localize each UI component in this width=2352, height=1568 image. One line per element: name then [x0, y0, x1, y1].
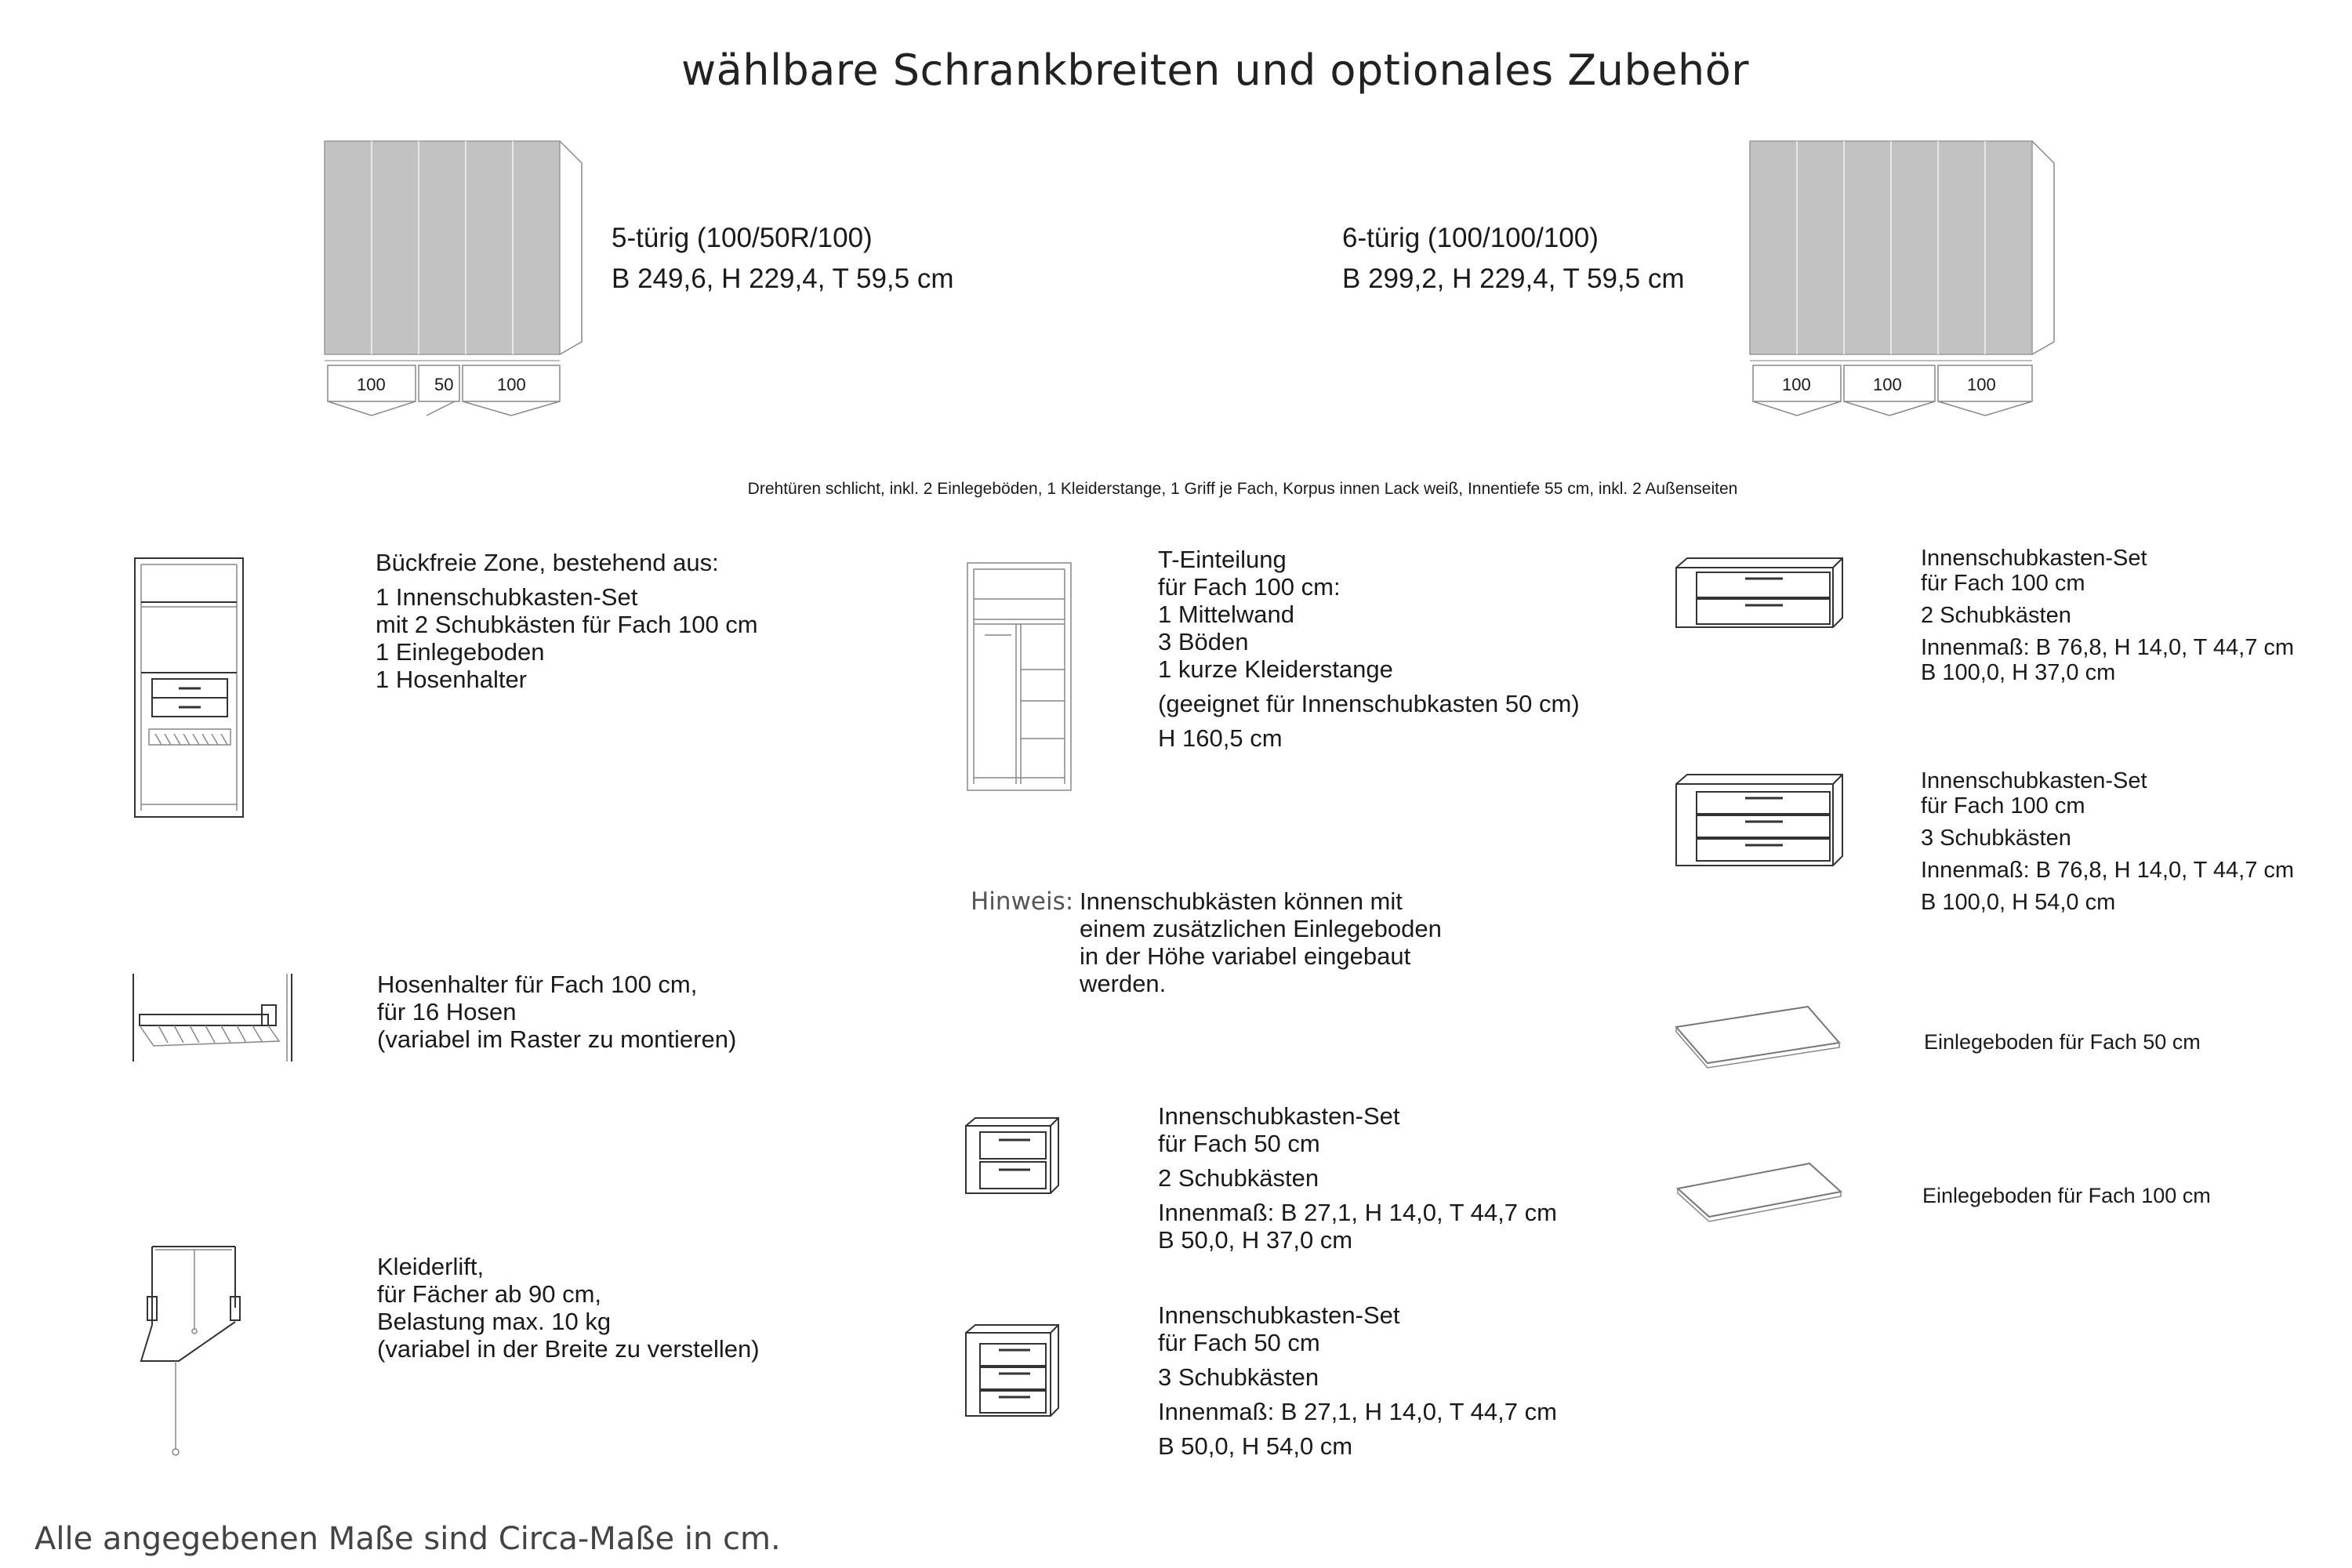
included-note: Drehtüren schlicht, inkl. 2 Einlegeböden, 1 Kleiderstange, 1 Griff je Fach, Korpus innen Lack weiß, Innentiefe 55 cm, inkl. 2 Außenseiten: [747, 480, 1738, 498]
t-division-line: 3 Böden: [1158, 628, 1249, 655]
drawer-set-fach: für Fach 100 cm: [1921, 793, 2085, 818]
clothes-lift-line: Kleiderlift,: [377, 1253, 485, 1280]
drawer-set-title: Innenschubkasten-Set: [1921, 768, 2147, 793]
t-division-line: 1 kurze Kleiderstange: [1158, 655, 1393, 683]
drawer-set-title: Innenschubkasten-Set: [1158, 1102, 1400, 1130]
drawer-set-inner: Innenmaß: B 76,8, H 14,0, T 44,7 cm: [1921, 635, 2295, 660]
segment-label: 100: [1873, 375, 1902, 394]
segment-label: 100: [1782, 375, 1811, 394]
clothes-lift-text: [377, 1253, 760, 1363]
drawer-set-50-2-text: [1158, 1102, 1557, 1254]
drawer-set-fach: für Fach 50 cm: [1158, 1130, 1320, 1157]
page-title: wählbare Schrankbreiten und optionales Zubehör: [681, 45, 1749, 95]
t-division-text: [1158, 546, 1580, 752]
drawer-set-inner: Innenmaß: B 27,1, H 14,0, T 44,7 cm: [1158, 1199, 1557, 1226]
shelf-50-drawing: [1675, 1004, 1844, 1066]
hint-line: Innenschubkästen können mit: [1080, 887, 1403, 915]
segment-label: 100: [497, 375, 526, 394]
shelf-100-label: Einlegeboden für Fach 100 cm: [1922, 1184, 2211, 1207]
t-division-extra: (geeignet für Innenschubkasten 50 cm): [1158, 690, 1580, 717]
drawer-set-50-3-drawing: [963, 1323, 1065, 1421]
shelf-100-drawing: [1676, 1160, 1846, 1223]
variant-6-dims: B 299,2, H 229,4, T 59,5 cm: [1342, 263, 1685, 294]
trouser-rack-line: Hosenhalter für Fach 100 cm,: [377, 971, 698, 998]
zone-line: Bückfreie Zone, bestehend aus:: [376, 549, 719, 576]
drawer-set-100-2-text: [1921, 546, 2294, 685]
segment-label: 100: [1967, 375, 1996, 394]
drawer-set-count: 3 Schubkästen: [1158, 1363, 1319, 1391]
drawer-set-outer: B 50,0, H 37,0 cm: [1158, 1226, 1353, 1254]
hint-label: Hinweis:: [971, 887, 1074, 916]
drawer-set-outer: B 50,0, H 54,0 cm: [1158, 1432, 1353, 1460]
clothes-lift-line: für Fächer ab 90 cm,: [377, 1280, 602, 1308]
drawer-set-inner: Innenmaß: B 76,8, H 14,0, T 44,7 cm: [1921, 858, 2295, 883]
shelf-50-label: Einlegeboden für Fach 50 cm: [1924, 1030, 2201, 1054]
drawer-set-50-3-text: [1158, 1301, 1557, 1460]
variant-6-name: 6-türig (100/100/100): [1342, 223, 1599, 253]
zone-line: 1 Innenschubkasten-Set: [376, 583, 638, 611]
drawer-set-fach: für Fach 100 cm: [1921, 571, 2085, 596]
zone-line: 1 Einlegeboden: [376, 638, 545, 666]
t-division-height: H 160,5 cm: [1158, 724, 1283, 752]
t-division-line: T-Einteilung: [1158, 546, 1287, 573]
footer-note: Alle angegebenen Maße sind Circa-Maße in cm.: [34, 1521, 781, 1557]
clothes-lift-drawing: [132, 1243, 249, 1463]
drawer-set-count: 2 Schubkästen: [1921, 603, 2071, 628]
zone-line: 1 Hosenhalter: [376, 666, 528, 693]
drawer-set-outer: B 100,0, H 54,0 cm: [1921, 890, 2116, 915]
zone-line: mit 2 Schubkästen für Fach 100 cm: [376, 611, 758, 638]
hint-text: [1080, 887, 1442, 997]
drawer-set-count: 2 Schubkästen: [1158, 1164, 1319, 1192]
hint-line: werden.: [1080, 970, 1167, 997]
drawer-set-50-2-drawing: [963, 1116, 1065, 1198]
trouser-rack-drawing: [130, 971, 303, 1065]
drawer-set-inner: Innenmaß: B 27,1, H 14,0, T 44,7 cm: [1158, 1398, 1557, 1425]
clothes-lift-line: Belastung max. 10 kg: [377, 1308, 612, 1335]
variant-5-dims: B 249,6, H 229,4, T 59,5 cm: [612, 263, 954, 294]
trouser-rack-text: [377, 971, 736, 1053]
trouser-rack-line: für 16 Hosen: [377, 998, 517, 1025]
segment-label: 100: [357, 375, 386, 394]
hint-line: einem zusätzlichen Einlegeboden: [1080, 915, 1442, 942]
drawer-set-100-2-drawing: [1673, 557, 1849, 632]
zone-text: [376, 549, 758, 693]
drawer-set-outer: B 100,0, H 37,0 cm: [1921, 660, 2116, 685]
drawer-set-100-3-text: [1921, 768, 2294, 915]
drawer-set-title: Innenschubkasten-Set: [1921, 546, 2147, 571]
zone-drawing: [132, 555, 249, 822]
variant-5-name: 5-türig (100/50R/100): [612, 223, 873, 253]
drawer-set-count: 3 Schubkästen: [1921, 826, 2071, 851]
t-division-drawing: [964, 560, 1077, 795]
trouser-rack-line: (variabel im Raster zu montieren): [377, 1025, 737, 1053]
t-division-line: für Fach 100 cm:: [1158, 573, 1341, 601]
drawer-set-fach: für Fach 50 cm: [1158, 1329, 1320, 1356]
drawer-set-100-3-drawing: [1673, 773, 1849, 870]
hint-line: in der Höhe variabel eingebaut: [1080, 942, 1411, 970]
segment-label: 50: [434, 375, 454, 394]
t-division-line: 1 Mittelwand: [1158, 601, 1295, 628]
drawer-set-title: Innenschubkasten-Set: [1158, 1301, 1400, 1329]
clothes-lift-line: (variabel in der Breite zu verstellen): [377, 1335, 760, 1363]
